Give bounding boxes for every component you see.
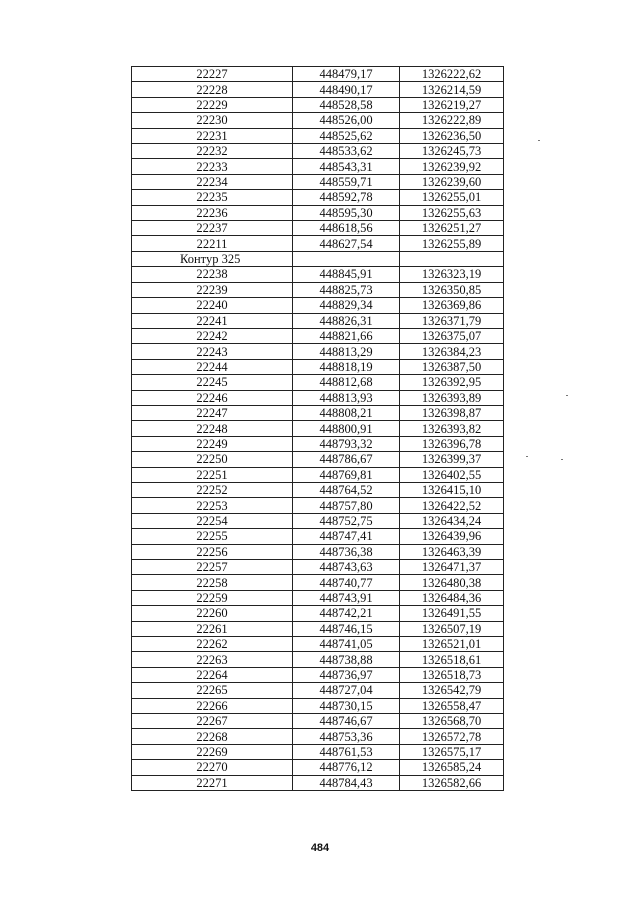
point-id-cell: 22252 [132, 482, 293, 497]
x-coordinate-cell: 448757,80 [293, 498, 400, 513]
empty-cell [293, 251, 400, 266]
x-coordinate-cell: 448825,73 [293, 282, 400, 297]
table-row [132, 729, 504, 744]
table-row [132, 775, 504, 790]
y-coordinate-cell: 1326402,55 [400, 467, 504, 482]
point-id-cell: 22268 [132, 729, 293, 744]
page-number: 484 [310, 842, 330, 854]
x-coordinate-cell: 448753,36 [293, 729, 400, 744]
table-row [132, 544, 504, 559]
point-id-cell: 22256 [132, 544, 293, 559]
table-row [132, 683, 504, 698]
table-row [132, 744, 504, 759]
x-coordinate-cell: 448776,12 [293, 760, 400, 775]
x-coordinate-cell: 448595,30 [293, 205, 400, 220]
table-row [132, 328, 504, 343]
y-coordinate-cell: 1326422,52 [400, 498, 504, 513]
x-coordinate-cell: 448743,63 [293, 560, 400, 575]
point-id-cell: 22234 [132, 174, 293, 189]
x-coordinate-cell: 448592,78 [293, 190, 400, 205]
y-coordinate-cell: 1326214,59 [400, 82, 504, 97]
table-row [132, 560, 504, 575]
point-id-cell: 22260 [132, 606, 293, 621]
table-row [132, 97, 504, 112]
point-id-cell: 22265 [132, 683, 293, 698]
table-row [132, 82, 504, 97]
x-coordinate-cell: 448829,34 [293, 298, 400, 313]
point-id-cell: 22266 [132, 698, 293, 713]
x-coordinate-cell: 448730,15 [293, 698, 400, 713]
x-coordinate-cell: 448742,21 [293, 606, 400, 621]
x-coordinate-cell: 448741,05 [293, 637, 400, 652]
table-row [132, 159, 504, 174]
point-id-cell: 22242 [132, 328, 293, 343]
x-coordinate-cell: 448736,38 [293, 544, 400, 559]
x-coordinate-cell: 448559,71 [293, 174, 400, 189]
point-id-cell: 22231 [132, 128, 293, 143]
y-coordinate-cell: 1326239,60 [400, 174, 504, 189]
y-coordinate-cell: 1326491,55 [400, 606, 504, 621]
point-id-cell: 22244 [132, 359, 293, 374]
point-id-cell: 22263 [132, 652, 293, 667]
y-coordinate-cell: 1326369,86 [400, 298, 504, 313]
x-coordinate-cell: 448490,17 [293, 82, 400, 97]
table-row [132, 513, 504, 528]
y-coordinate-cell: 1326245,73 [400, 144, 504, 159]
x-coordinate-cell: 448743,91 [293, 590, 400, 605]
y-coordinate-cell: 1326393,89 [400, 390, 504, 405]
y-coordinate-cell: 1326393,82 [400, 421, 504, 436]
table-row [132, 390, 504, 405]
point-id-cell: 22229 [132, 97, 293, 112]
table-row [132, 621, 504, 636]
point-id-cell: 22237 [132, 221, 293, 236]
empty-cell [400, 251, 504, 266]
y-coordinate-cell: 1326480,38 [400, 575, 504, 590]
y-coordinate-cell: 1326585,24 [400, 760, 504, 775]
table-row [132, 667, 504, 682]
y-coordinate-cell: 1326398,87 [400, 405, 504, 420]
table-row [132, 190, 504, 205]
table-row [132, 236, 504, 251]
table-row [132, 128, 504, 143]
point-id-cell: 22267 [132, 714, 293, 729]
x-coordinate-cell: 448752,75 [293, 513, 400, 528]
point-id-cell: 22251 [132, 467, 293, 482]
table-row [132, 421, 504, 436]
y-coordinate-cell: 1326558,47 [400, 698, 504, 713]
x-coordinate-cell: 448736,97 [293, 667, 400, 682]
x-coordinate-cell: 448826,31 [293, 313, 400, 328]
x-coordinate-cell: 448808,21 [293, 405, 400, 420]
table-row [132, 221, 504, 236]
table-row [132, 760, 504, 775]
scan-speck [561, 459, 563, 460]
x-coordinate-cell: 448761,53 [293, 744, 400, 759]
y-coordinate-cell: 1326518,73 [400, 667, 504, 682]
coordinates-table [131, 66, 504, 791]
y-coordinate-cell: 1326415,10 [400, 482, 504, 497]
x-coordinate-cell: 448727,04 [293, 683, 400, 698]
y-coordinate-cell: 1326471,37 [400, 560, 504, 575]
x-coordinate-cell: 448627,54 [293, 236, 400, 251]
point-id-cell: 22250 [132, 452, 293, 467]
point-id-cell: 22243 [132, 344, 293, 359]
point-id-cell: 22241 [132, 313, 293, 328]
x-coordinate-cell: 448845,91 [293, 267, 400, 282]
x-coordinate-cell: 448784,43 [293, 775, 400, 790]
table-row [132, 313, 504, 328]
scan-speck [526, 456, 528, 457]
y-coordinate-cell: 1326484,36 [400, 590, 504, 605]
x-coordinate-cell: 448740,77 [293, 575, 400, 590]
point-id-cell: 22248 [132, 421, 293, 436]
table-row [132, 174, 504, 189]
y-coordinate-cell: 1326236,50 [400, 128, 504, 143]
x-coordinate-cell: 448738,88 [293, 652, 400, 667]
x-coordinate-cell: 448528,58 [293, 97, 400, 112]
y-coordinate-cell: 1326582,66 [400, 775, 504, 790]
y-coordinate-cell: 1326350,85 [400, 282, 504, 297]
y-coordinate-cell: 1326371,79 [400, 313, 504, 328]
y-coordinate-cell: 1326521,01 [400, 637, 504, 652]
point-id-cell: 22271 [132, 775, 293, 790]
table-row [132, 267, 504, 282]
point-id-cell: 22246 [132, 390, 293, 405]
point-id-cell: 22239 [132, 282, 293, 297]
y-coordinate-cell: 1326239,92 [400, 159, 504, 174]
point-id-cell: 22233 [132, 159, 293, 174]
x-coordinate-cell: 448543,31 [293, 159, 400, 174]
y-coordinate-cell: 1326222,89 [400, 113, 504, 128]
x-coordinate-cell: 448800,91 [293, 421, 400, 436]
point-id-cell: 22269 [132, 744, 293, 759]
y-coordinate-cell: 1326219,27 [400, 97, 504, 112]
x-coordinate-cell: 448813,93 [293, 390, 400, 405]
x-coordinate-cell: 448533,62 [293, 144, 400, 159]
table-row [132, 67, 504, 82]
point-id-cell: 22255 [132, 529, 293, 544]
scan-speck [538, 140, 540, 141]
x-coordinate-cell: 448479,17 [293, 67, 400, 82]
x-coordinate-cell: 448818,19 [293, 359, 400, 374]
table-row [132, 698, 504, 713]
point-id-cell: 22261 [132, 621, 293, 636]
x-coordinate-cell: 448793,32 [293, 436, 400, 451]
y-coordinate-cell: 1326463,39 [400, 544, 504, 559]
x-coordinate-cell: 448764,52 [293, 482, 400, 497]
y-coordinate-cell: 1326255,89 [400, 236, 504, 251]
section-header-row [132, 251, 504, 266]
x-coordinate-cell: 448746,15 [293, 621, 400, 636]
table-row [132, 359, 504, 374]
y-coordinate-cell: 1326255,01 [400, 190, 504, 205]
table-row [132, 282, 504, 297]
x-coordinate-cell: 448821,66 [293, 328, 400, 343]
point-id-cell: 22211 [132, 236, 293, 251]
point-id-cell: 22228 [132, 82, 293, 97]
table-row [132, 529, 504, 544]
table-row [132, 606, 504, 621]
table-row [132, 590, 504, 605]
y-coordinate-cell: 1326568,70 [400, 714, 504, 729]
table-row [132, 405, 504, 420]
point-id-cell: 22232 [132, 144, 293, 159]
table-row [132, 205, 504, 220]
point-id-cell: 22262 [132, 637, 293, 652]
y-coordinate-cell: 1326396,78 [400, 436, 504, 451]
y-coordinate-cell: 1326507,19 [400, 621, 504, 636]
point-id-cell: 22254 [132, 513, 293, 528]
table-row [132, 482, 504, 497]
x-coordinate-cell: 448746,67 [293, 714, 400, 729]
scan-speck [566, 395, 568, 396]
point-id-cell: 22258 [132, 575, 293, 590]
point-id-cell: 22245 [132, 375, 293, 390]
x-coordinate-cell: 448813,29 [293, 344, 400, 359]
y-coordinate-cell: 1326575,17 [400, 744, 504, 759]
x-coordinate-cell: 448525,62 [293, 128, 400, 143]
table-row [132, 298, 504, 313]
coordinates-table-body [132, 67, 504, 791]
x-coordinate-cell: 448526,00 [293, 113, 400, 128]
table-row [132, 575, 504, 590]
x-coordinate-cell: 448769,81 [293, 467, 400, 482]
y-coordinate-cell: 1326251,27 [400, 221, 504, 236]
x-coordinate-cell: 448618,56 [293, 221, 400, 236]
table-row [132, 452, 504, 467]
y-coordinate-cell: 1326222,62 [400, 67, 504, 82]
point-id-cell: 22257 [132, 560, 293, 575]
point-id-cell: 22235 [132, 190, 293, 205]
y-coordinate-cell: 1326434,24 [400, 513, 504, 528]
y-coordinate-cell: 1326542,79 [400, 683, 504, 698]
table-row [132, 467, 504, 482]
y-coordinate-cell: 1326375,07 [400, 328, 504, 343]
table-row [132, 144, 504, 159]
table-row [132, 113, 504, 128]
point-id-cell: 22264 [132, 667, 293, 682]
x-coordinate-cell: 448812,68 [293, 375, 400, 390]
table-row [132, 714, 504, 729]
point-id-cell: 22238 [132, 267, 293, 282]
y-coordinate-cell: 1326323,19 [400, 267, 504, 282]
point-id-cell: 22249 [132, 436, 293, 451]
point-id-cell: 22253 [132, 498, 293, 513]
y-coordinate-cell: 1326439,96 [400, 529, 504, 544]
y-coordinate-cell: 1326255,63 [400, 205, 504, 220]
point-id-cell: 22270 [132, 760, 293, 775]
y-coordinate-cell: 1326384,23 [400, 344, 504, 359]
point-id-cell: 22259 [132, 590, 293, 605]
y-coordinate-cell: 1326572,78 [400, 729, 504, 744]
table-row [132, 344, 504, 359]
point-id-cell: 22230 [132, 113, 293, 128]
point-id-cell: 22227 [132, 67, 293, 82]
point-id-cell: 22247 [132, 405, 293, 420]
y-coordinate-cell: 1326399,37 [400, 452, 504, 467]
table-row [132, 375, 504, 390]
table-row [132, 637, 504, 652]
x-coordinate-cell: 448786,67 [293, 452, 400, 467]
table-row [132, 652, 504, 667]
x-coordinate-cell: 448747,41 [293, 529, 400, 544]
table-row [132, 436, 504, 451]
section-title: Контур 325 [132, 251, 293, 266]
y-coordinate-cell: 1326518,61 [400, 652, 504, 667]
y-coordinate-cell: 1326387,50 [400, 359, 504, 374]
point-id-cell: 22236 [132, 205, 293, 220]
point-id-cell: 22240 [132, 298, 293, 313]
table-row [132, 498, 504, 513]
y-coordinate-cell: 1326392,95 [400, 375, 504, 390]
